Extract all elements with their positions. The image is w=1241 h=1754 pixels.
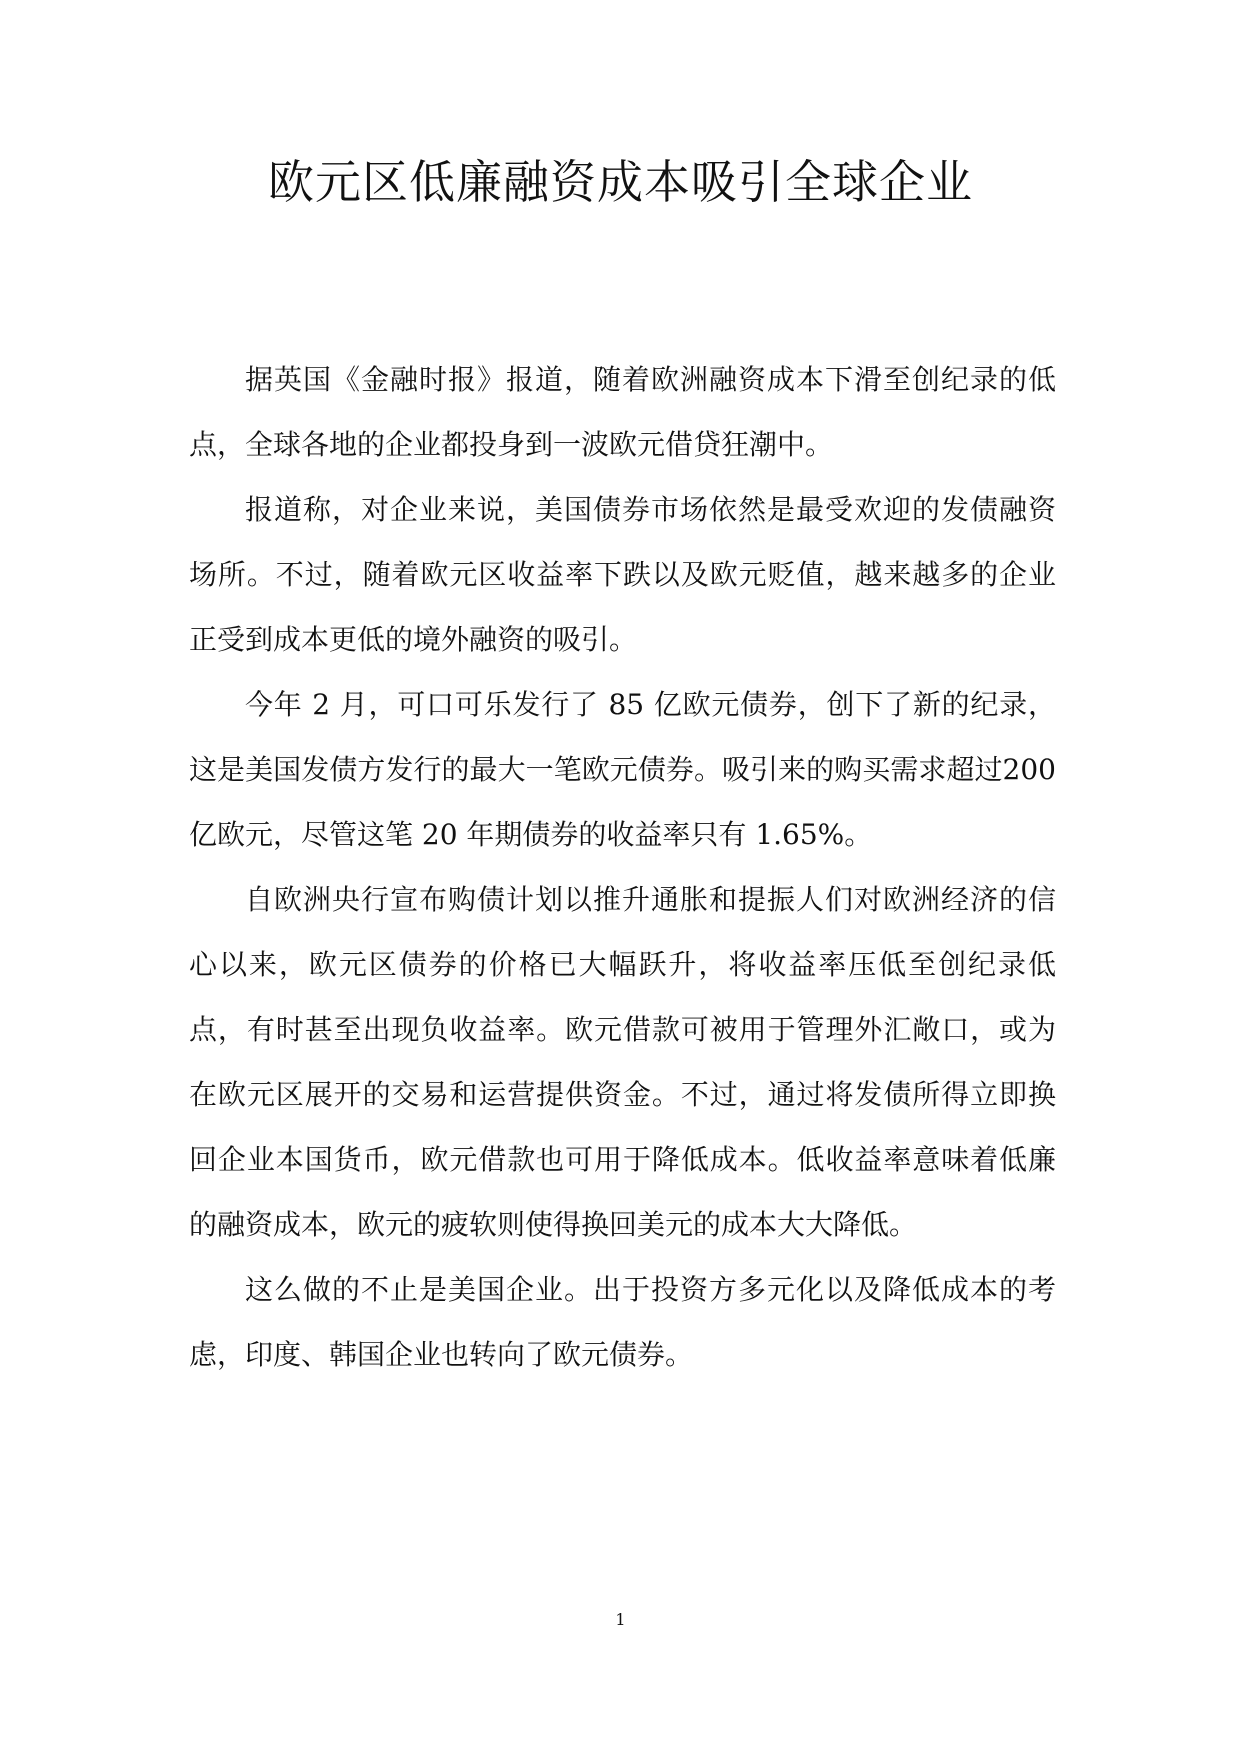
paragraph-3: 今年 2 月，可口可乐发行了 85 亿欧元债券，创下了新的纪录，这是美国发债方发行的最大一笔欧元债券。吸引来的购买需求超过200 亿欧元，尽管这笔 20 年期债券的收益率只有 1.65%。 <box>189 688 1056 851</box>
paragraph-4: 自欧洲央行宣布购债计划以推升通胀和提振人们对欧洲经济的信心以来，欧元区债券的价格已大幅跃升，将收益率压低至创纪录低点，有时甚至出现负收益率。欧元借款可被用于管理外汇敞口，或为在欧元区展开的交易和运营提供资金。不过，通过将发债所得立即换回企业本国货币，欧元借款也可用于降低成本。低收益率意味着低廉的融资成本，欧元的疲软则使得换回美元的成本大大降低。 <box>189 883 1056 1241</box>
document-body <box>189 347 1056 1387</box>
document-title: 欧元区低廉融资成本吸引全球企业 <box>268 155 973 209</box>
paragraph-2: 报道称，对企业来说，美国债券市场依然是最受欢迎的发债融资场所。不过，随着欧元区收益率下跌以及欧元贬值，越来越多的企业正受到成本更低的境外融资的吸引。 <box>189 493 1056 656</box>
paragraph-1: 据英国《金融时报》报道，随着欧洲融资成本下滑至创纪录的低点，全球各地的企业都投身到一波欧元借贷狂潮中。 <box>189 363 1056 461</box>
paragraph-5: 这么做的不止是美国企业。出于投资方多元化以及降低成本的考虑，印度、韩国企业也转向了欧元债券。 <box>189 1273 1056 1371</box>
page-number: 1 <box>615 1610 626 1629</box>
